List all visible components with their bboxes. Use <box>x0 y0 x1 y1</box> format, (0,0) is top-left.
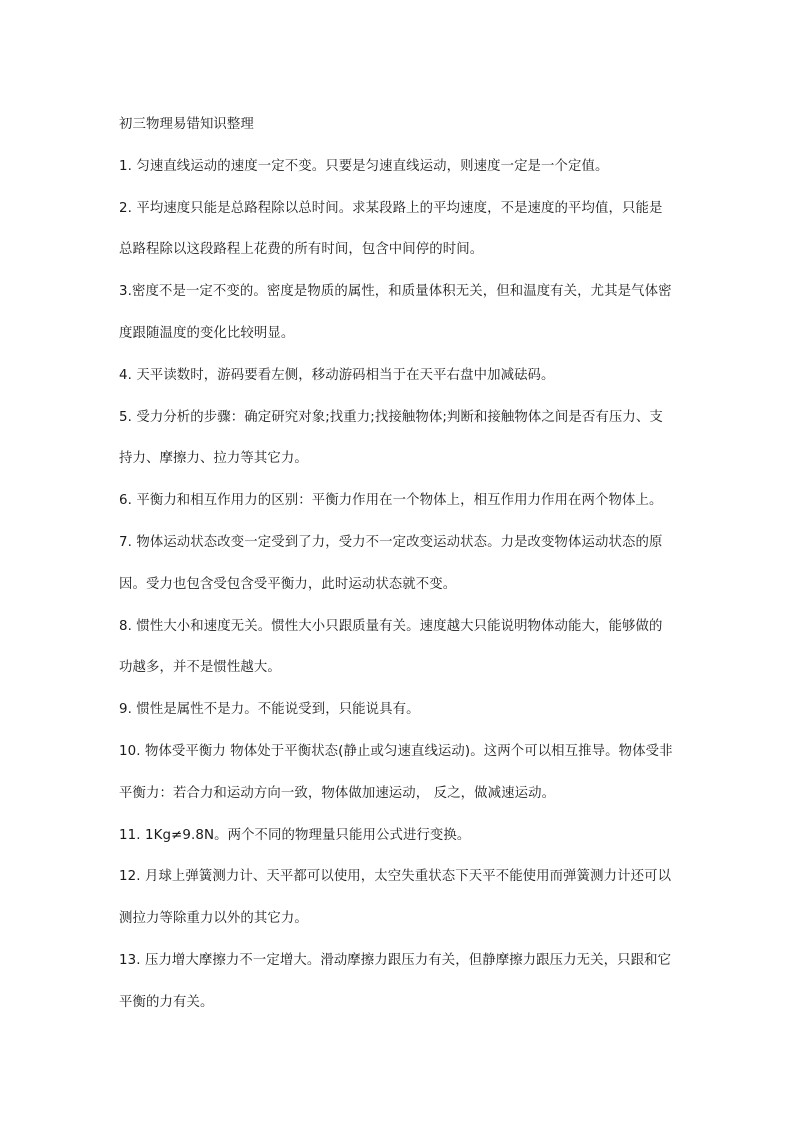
paragraph-11: 11. 1Kg≠9.8N。两个不同的物理量只能用公式进行变换。 <box>119 827 471 843</box>
paragraph-8: 8. 惯性大小和速度无关。惯性大小只跟质量有关。速度越大只能说明物体动能大，能够做的功越多，并不是惯性越大。 <box>119 618 663 676</box>
paragraph-12: 12. 月球上弹簧测力计、天平都可以使用，太空失重状态下天平不能使用而弹簧测力计还可以测拉力等除重力以外的其它力。 <box>119 869 672 927</box>
paragraph-1: 1. 匀速直线运动的速度一定不变。只要是匀速直线运动，则速度一定是一个定值。 <box>119 158 609 174</box>
paragraph-7: 7. 物体运动状态改变一定受到了力，受力不一定改变运动状态。力是改变物体运动状态的原因。受力也包含受包含受平衡力，此时运动状态就不变。 <box>119 534 663 592</box>
paragraph-9: 9. 惯性是属性不是力。不能说受到，只能说具有。 <box>119 702 420 718</box>
paragraph-6: 6. 平衡力和相互作用力的区别：平衡力作用在一个物体上，相互作用力作用在两个物体上。 <box>119 493 663 509</box>
paragraph-2: 2. 平均速度只能是总路程除以总时间。求某段路上的平均速度，不是速度的平均值，只能是总路程除以这段路程上花费的所有时间，包含中间停的时间。 <box>119 200 663 258</box>
document-title: 初三物理易错知识整理 <box>119 117 254 132</box>
document-body <box>119 104 675 1024</box>
paragraph-4: 4. 天平读数时，游码要看左侧，移动游码相当于在天平右盘中加减砝码。 <box>119 367 555 383</box>
paragraph-3: 3.密度不是一定不变的。密度是物质的属性，和质量体积无关，但和温度有关，尤其是气体密度跟随温度的变化比较明显。 <box>119 284 672 341</box>
paragraph-10: 10. 物体受平衡力 物体处于平衡状态(静止或匀速直线运动)。这两个可以相互推导。物体受非平衡力：若合力和运动方向一致，物体做加速运动， 反之，做减速运动。 <box>119 743 673 801</box>
paragraph-5: 5. 受力分析的步骤：确定研究对象;找重力;找接触物体;判断和接触物体之间是否有压力、支持力、摩擦力、拉力等其它力。 <box>119 409 663 467</box>
paragraph-13: 13. 压力增大摩擦力不一定增大。滑动摩擦力跟压力有关，但静摩擦力跟压力无关，只跟和它平衡的力有关。 <box>119 952 672 1010</box>
